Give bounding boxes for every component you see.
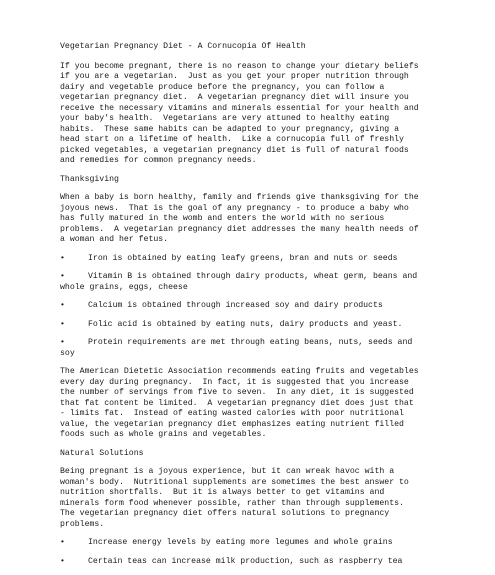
thanksgiving-paragraph: When a baby is born healthy, family and friends give thanksgiving for the joyous news. That is the goal of any pregnancy - to produce a baby who has fully matured in the womb and enters the world with no serious problems. A vegetarian pregnancy diet addresses the many health needs of a woman and her fetus. xyxy=(60,193,419,244)
bullet-text: Calcium is obtained through increased soy and dairy products xyxy=(88,301,383,310)
bullet-icon: • xyxy=(60,556,65,566)
list-item xyxy=(60,338,440,359)
bullet-text: Protein requirements are met through eating beans, nuts, seeds and soy xyxy=(60,338,413,358)
list-item xyxy=(60,538,440,549)
ada-paragraph: The American Dietetic Association recommends eating fruits and vegetables every day during pregnancy. In fact, it is suggested that you increase the number of servings from five to seven. In any diet, it is suggested that fat content be limited. A vegetarian pregnancy diet does just that - limits fat. Instead of eating wasted calories with poor nutritional value, the vegetarian pregnancy diet emphasizes eating nutrient filled foods such as whole grains and vegetables. xyxy=(60,367,419,439)
natural-solutions-paragraph: Being pregnant is a joyous experience, but it can wreak havoc with a woman's body. Nutritional supplements are sometimes the best answer to nutrition shortfalls. But it is always better to get vitamins and minerals form food whenever possible, rather than through supplements. The vegetarian pregnancy diet offers natural solutions to pregnancy problems. xyxy=(60,467,409,529)
document-title: Vegetarian Pregnancy Diet - A Cornucopia Of Health xyxy=(60,42,306,51)
bullet-icon: • xyxy=(60,301,65,310)
bullet-text: Vitamin B is obtained through dairy products, wheat germ, beans and whole grains, eggs, cheese xyxy=(60,272,418,292)
bullet-icon: • xyxy=(60,272,65,281)
bullet-icon: • xyxy=(60,319,65,329)
bullet-text: Increase energy levels by eating more legumes and whole grains xyxy=(88,538,393,547)
bullet-text: Folic acid is obtained by eating nuts, dairy products and yeast. xyxy=(88,319,403,329)
bullet-icon: • xyxy=(60,253,65,263)
list-item xyxy=(60,320,440,331)
list-item xyxy=(60,254,440,265)
bullet-icon: • xyxy=(60,538,65,547)
section-heading-natural-solutions: Natural Solutions xyxy=(60,448,144,458)
section-heading-thanksgiving: Thanksgiving xyxy=(60,174,119,184)
bullet-icon: • xyxy=(60,338,65,347)
bullet-text: Iron is obtained by eating leafy greens, bran and nuts or seeds xyxy=(88,253,398,263)
solutions-bullet-list xyxy=(60,538,440,567)
list-item xyxy=(60,557,440,568)
bullet-text: Certain teas can increase milk production, such as raspberry tea xyxy=(88,556,403,566)
nutrient-bullet-list xyxy=(60,254,440,360)
list-item xyxy=(60,301,440,312)
list-item xyxy=(60,272,440,293)
intro-paragraph: If you become pregnant, there is no reason to change your dietary beliefs if you are a vegetarian. Just as you get your proper nutrition through dairy and vegetable produce before the pregnancy, you can follow a vegetarian pregnancy diet. A vegetarian pregnancy diet will insure you receive the necessary vitamins and minerals essential for your health and your baby's health. Vegetarians are very attuned to healthy eating habits. These same habits can be adapted to your pregnancy, giving a head start on a lifetime of health. Like a cornucopia full of freshly picked vegetables, a vegetarian pregnancy diet is full of natural foods and remedies for common pregnancy needs. xyxy=(60,61,419,165)
document-page xyxy=(60,42,440,575)
